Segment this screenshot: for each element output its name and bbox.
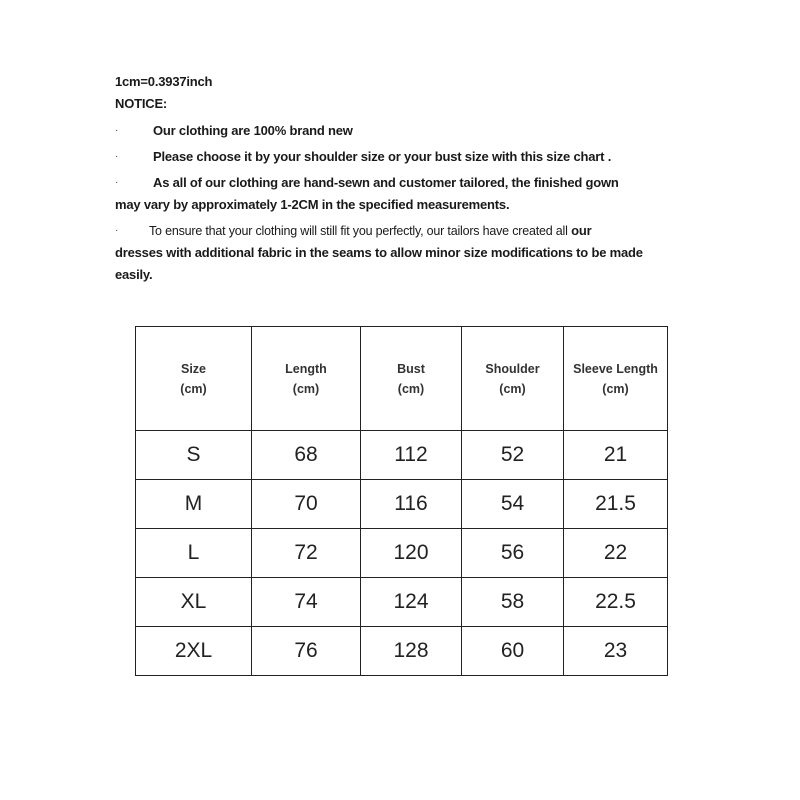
notice-item bbox=[115, 120, 675, 142]
size-chart-table bbox=[135, 326, 668, 676]
table-cell: XL bbox=[136, 578, 252, 627]
table-row bbox=[136, 480, 668, 529]
unit-conversion: 1cm=0.3937inch bbox=[115, 74, 213, 89]
table-cell: 56 bbox=[462, 529, 564, 578]
table-cell: 68 bbox=[252, 431, 361, 480]
column-header-bust: Bust (cm) bbox=[361, 327, 462, 431]
table-cell: 120 bbox=[361, 529, 462, 578]
table-cell: 124 bbox=[361, 578, 462, 627]
table-cell: L bbox=[136, 529, 252, 578]
table-cell: 74 bbox=[252, 578, 361, 627]
size-notes bbox=[115, 72, 675, 290]
table-row bbox=[136, 431, 668, 480]
column-header-shoulder: Shoulder (cm) bbox=[462, 327, 564, 431]
table-row bbox=[136, 627, 668, 676]
column-header-length: Length (cm) bbox=[252, 327, 361, 431]
notice-item bbox=[115, 172, 675, 216]
notice-item-continuation: dresses with additional fabric in the seams to allow minor size modifications to be made easily. bbox=[115, 245, 643, 282]
bullet-marker: · bbox=[115, 151, 119, 162]
table-cell: 52 bbox=[462, 431, 564, 480]
notice-item-text bbox=[115, 220, 675, 242]
notice-item-text: As all of our clothing are hand-sewn and customer tailored, the finished gown bbox=[153, 175, 619, 190]
table-cell: 54 bbox=[462, 480, 564, 529]
table-cell: 116 bbox=[361, 480, 462, 529]
column-header-sleeve-length: Sleeve Length (cm) bbox=[564, 327, 668, 431]
notice-title: NOTICE: bbox=[115, 96, 168, 111]
table-row bbox=[136, 578, 668, 627]
table-cell: 72 bbox=[252, 529, 361, 578]
table-cell: 21.5 bbox=[564, 480, 668, 529]
notice-item-text: Our clothing are 100% brand new bbox=[153, 123, 353, 138]
table-row bbox=[136, 529, 668, 578]
table-header-row bbox=[136, 327, 668, 431]
table-cell: 76 bbox=[252, 627, 361, 676]
table-cell: M bbox=[136, 480, 252, 529]
bullet-marker: · bbox=[115, 225, 119, 236]
table-cell: 22.5 bbox=[564, 578, 668, 627]
notice-item-text: Please choose it by your shoulder size or your bust size with this size chart . bbox=[153, 149, 612, 164]
bullet-marker: · bbox=[115, 177, 119, 188]
notice-item-lead-bold: our bbox=[567, 223, 592, 238]
notice-item-continuation: may vary by approximately 1-2CM in the specified measurements. bbox=[115, 197, 510, 212]
table-cell: S bbox=[136, 431, 252, 480]
notice-item bbox=[115, 146, 675, 168]
bullet-marker: · bbox=[115, 125, 119, 136]
table-cell: 60 bbox=[462, 627, 564, 676]
table-cell: 58 bbox=[462, 578, 564, 627]
table-cell: 70 bbox=[252, 480, 361, 529]
notice-item bbox=[115, 220, 675, 286]
notice-item-lead: To ensure that your clothing will still fit you perfectly, our tailors have created all bbox=[149, 224, 568, 238]
table-cell: 23 bbox=[564, 627, 668, 676]
table-cell: 21 bbox=[564, 431, 668, 480]
column-header-size: Size (cm) bbox=[136, 327, 252, 431]
table-cell: 128 bbox=[361, 627, 462, 676]
table-cell: 22 bbox=[564, 529, 668, 578]
table-cell: 112 bbox=[361, 431, 462, 480]
table-cell: 2XL bbox=[136, 627, 252, 676]
